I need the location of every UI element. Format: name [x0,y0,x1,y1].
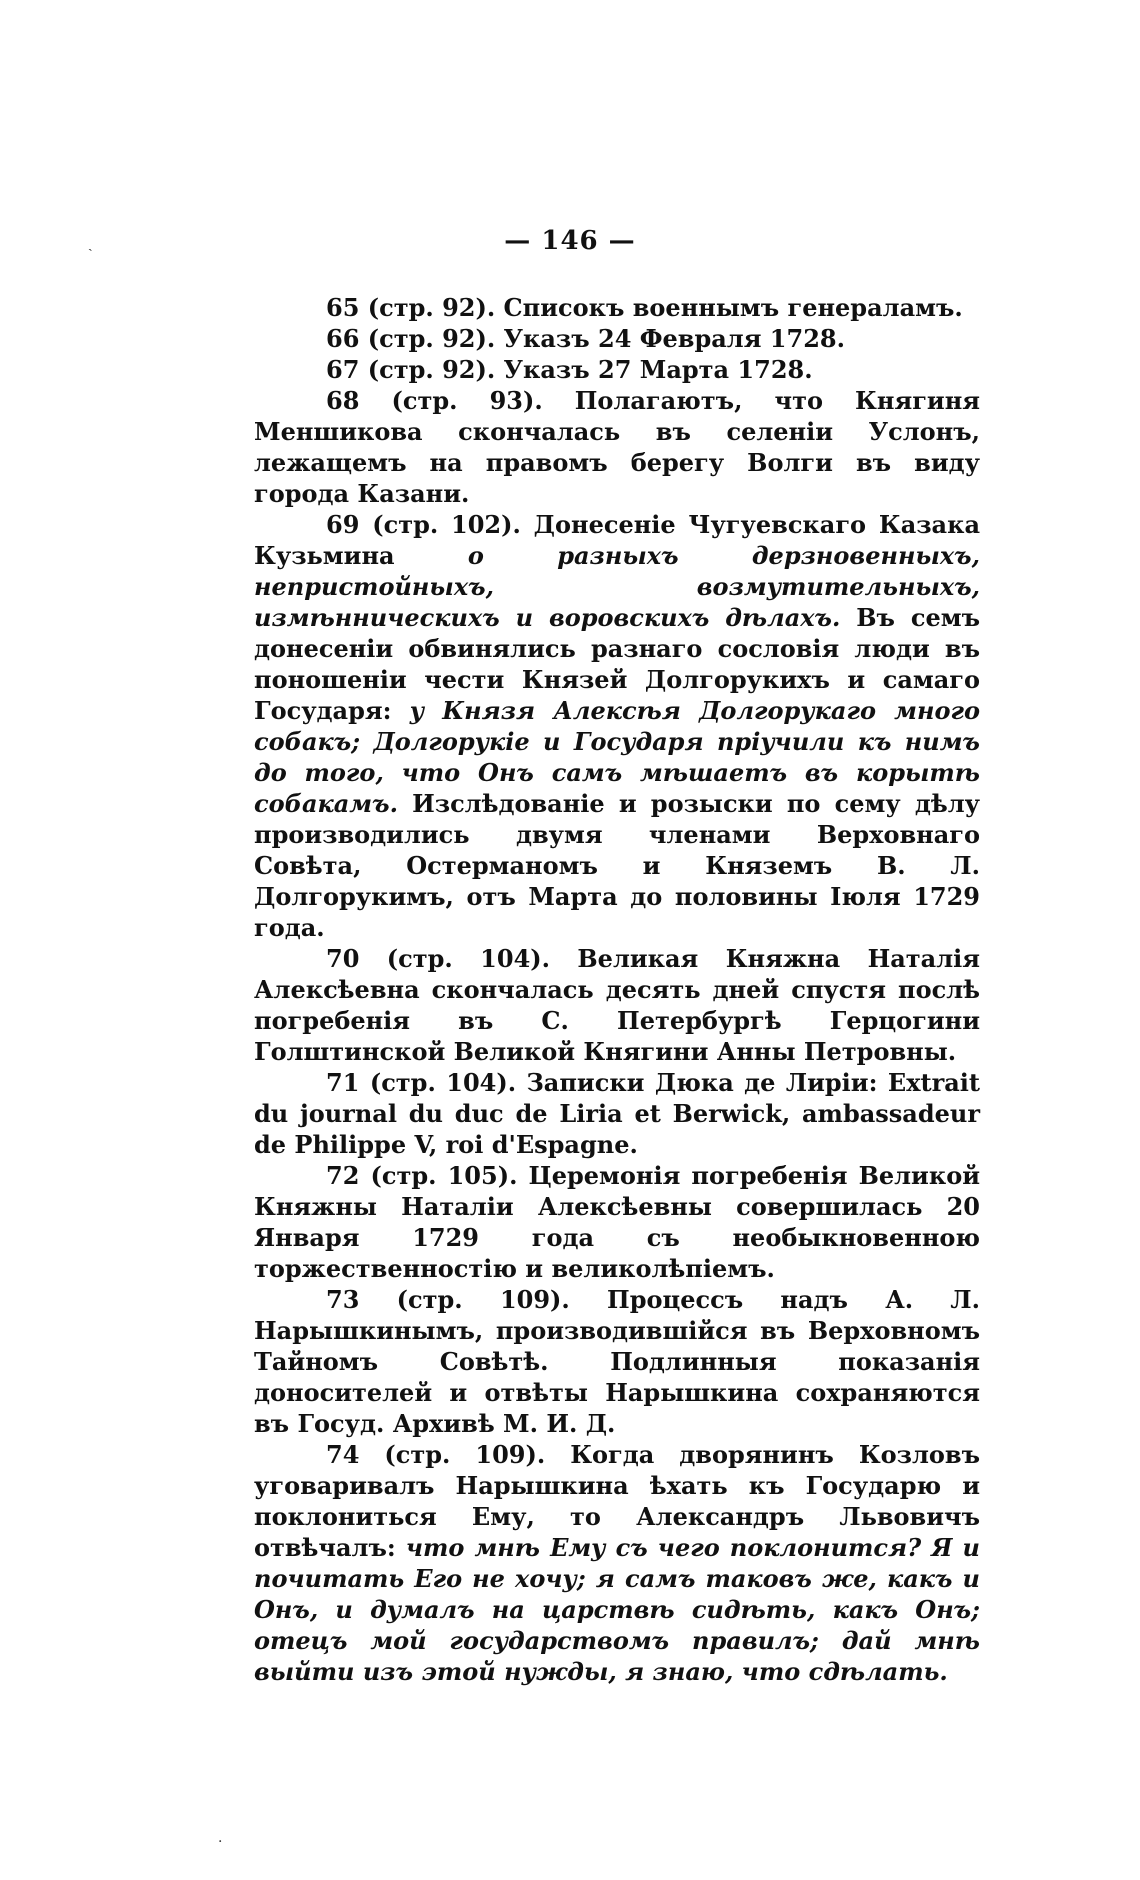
footnote-text: 65 (стр. 92). Списокъ военнымъ генераламъ. [326,293,963,322]
print-speck: ˎ [88,236,93,252]
footnote-text: Въ семъ донесеніи обвинялись разнаго сословія люди въ поношеніи чести Князей Долгорукихъ и самаго Государя: [254,603,980,725]
footnote-text: 69 (стр. 102). Донесеніе Чугуевскаго Казака Кузьмина [254,510,980,570]
footnote-text: 70 (стр. 104). Великая Княжна Наталія Алексѣевна скончалась десять дней спустя послѣ погребенія въ С. Петербургѣ Герцогини Голштинской Великой Княгини Анны Петровны. [254,944,980,1066]
footnote-text: Изслѣдованіе и розыски по сему дѣлу производились двумя членами Верховнаго Совѣта, Остерманомъ и Княземъ В. Л. Долгорукимъ, отъ Марта до половины Іюля 1729 года. [254,789,980,942]
footnote-text: 71 (стр. 104). Записки Дюка де Лиріи: Extrait du journal du duc de Liria et Berwick, ambassadeur de Philippe V, roi d'Espagne. [254,1068,980,1159]
footnote-text: 74 (стр. 109). Когда дворянинъ Козловъ уговаривалъ Нарышкина ѣхать къ Государю и поклониться Ему, то Александръ Львовичъ отвѣчалъ: [254,1440,980,1562]
footnote [254,943,980,1067]
footnote [254,385,980,509]
print-speck: · [218,1834,223,1850]
footnote [254,323,980,354]
footnote-text: 72 (стр. 105). Церемонія погребенія Великой Княжны Наталіи Алексѣевны совершилась 20 Января 1729 года съ необыкновенною торжественностію и великолѣпіемъ. [254,1161,980,1283]
footnote-text: 66 (стр. 92). Указъ 24 Февраля 1728. [326,324,845,353]
footnote [254,292,980,323]
footnote-text: 67 (стр. 92). Указъ 27 Марта 1728. [326,355,813,384]
footnote-text: 73 (стр. 109). Процессъ надъ А. Л. Нарышкинымъ, производившійся въ Верховномъ Тайномъ Совѣтѣ. Подлинныя показанія доносителей и отвѣты Нарышкина сохраняются въ Госуд. Архивѣ М. И. Д. [254,1285,980,1438]
page-number: — 146 — [504,226,636,256]
footnote [254,1439,980,1687]
footnote-text: 68 (стр. 93). Полагаютъ, что Княгиня Меншикова скончалась въ селеніи Услонъ, лежащемъ на правомъ берегу Волги въ виду города Казани. [254,386,980,508]
footnote-quote: что мнѣ Ему съ чего поклонится? Я и почитать Его не хочу; я самъ таковъ же, какъ и Онъ, и думалъ на царствѣ сидѣть, какъ Онъ; отецъ мой государствомъ правилъ; дай мнѣ выйти изъ этой нужды, я знаю, что сдѣлать. [254,1533,980,1686]
footnote [254,1067,980,1160]
footnotes-list [254,292,980,1687]
footnote [254,1160,980,1284]
footnote [254,1284,980,1439]
footnote-quote: о разныхъ дерзновенныхъ, непристойныхъ, возмутительныхъ, измѣнническихъ и воровскихъ дѣлахъ. [254,541,980,632]
footnote-quote: у Князя Алексѣя Долгорукаго много собакъ; Долгорукіе и Государя пріучили къ нимъ до того, что Онъ самъ мѣшаетъ въ корытѣ собакамъ. [254,696,981,818]
footnote [254,354,980,385]
footnote [254,509,980,943]
